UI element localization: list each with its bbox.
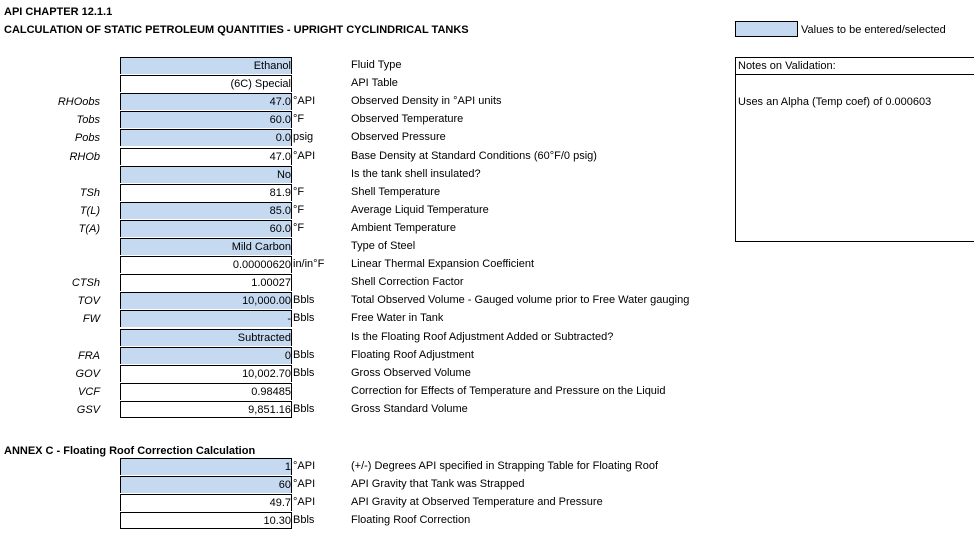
field-description: Total Observed Volume - Gauged volume prior to Free Water gauging [351, 294, 690, 307]
input-legend-swatch [735, 21, 798, 37]
field-description: Correction for Effects of Temperature and Pressure on the Liquid [351, 384, 666, 397]
field-description: Floating Roof Correction [351, 514, 471, 527]
unit-label: °API [293, 460, 316, 472]
field-description: Observed Temperature [351, 113, 464, 126]
input-cell[interactable]: No [120, 166, 292, 183]
field-label: GOV [75, 367, 100, 380]
field-label: FW [82, 313, 100, 326]
value-cell: 10.30 [120, 512, 292, 529]
field-description: Average Liquid Temperature [351, 203, 489, 216]
unit-label: °F [293, 221, 305, 234]
unit-label: °API [293, 95, 316, 108]
field-description: Ambient Temperature [351, 221, 456, 234]
input-cell[interactable]: - [120, 310, 292, 327]
field-label: FRA [78, 349, 100, 362]
value-cell: 0.00000620 [120, 256, 292, 273]
unit-label: °F [293, 185, 305, 198]
sheet-title: CALCULATION OF STATIC PETROLEUM QUANTITIES - UPRIGHT CYCLINDRICAL TANKS [4, 24, 469, 36]
input-cell[interactable]: 60.0 [120, 220, 292, 237]
field-description: API Table [351, 77, 398, 90]
field-description: Floating Roof Adjustment [351, 348, 474, 361]
value-cell: (6C) Special [120, 75, 292, 92]
value-cell: 49.7 [120, 494, 292, 511]
input-cell[interactable]: 0.0 [120, 129, 292, 146]
validation-notes-box [735, 57, 974, 242]
input-cell[interactable]: 60.0 [120, 111, 292, 128]
input-cell[interactable]: 47.0 [120, 93, 292, 110]
field-label: Tobs [76, 114, 100, 127]
value-cell: 1.00027 [120, 274, 292, 291]
field-description: Base Density at Standard Conditions (60°F/0 psig) [351, 149, 597, 162]
field-description: Type of Steel [351, 240, 416, 252]
field-description: Linear Thermal Expansion Coefficient [351, 258, 535, 271]
field-label: RHOb [69, 150, 100, 163]
unit-label: in/in°F [293, 258, 325, 271]
value-cell: 9,851.16 [120, 401, 292, 418]
unit-label: °API [293, 478, 316, 491]
field-label: T(A) [78, 222, 100, 235]
annex-title: ANNEX C - Floating Roof Correction Calculation [4, 445, 256, 457]
unit-label: Bbls [293, 294, 315, 307]
input-cell[interactable]: Subtracted [120, 329, 292, 346]
field-description: API Gravity at Observed Temperature and Pressure [351, 496, 603, 509]
field-description: Observed Density in °API units [351, 95, 502, 108]
field-description: Gross Observed Volume [351, 366, 471, 379]
field-label: T(L) [79, 204, 100, 217]
field-description: Fluid Type [351, 59, 402, 71]
field-label: Pobs [74, 132, 100, 145]
unit-label: Bbls [293, 348, 315, 361]
unit-label: Bbls [293, 402, 315, 415]
field-label: RHOobs [57, 96, 100, 109]
input-cell[interactable]: 60 [120, 476, 292, 493]
notes-body: Uses an Alpha (Temp coef) of 0.000603 [738, 96, 932, 108]
field-label: TSh [79, 186, 100, 199]
value-cell: 47.0 [120, 148, 292, 165]
field-description: Shell Correction Factor [351, 276, 464, 289]
field-label: TOV [77, 295, 100, 308]
value-cell: 10,002.70 [120, 365, 292, 382]
unit-label: °API [293, 149, 316, 162]
chapter-title: API CHAPTER 12.1.1 [4, 6, 113, 18]
value-cell: 0.98485 [120, 383, 292, 400]
notes-title: Notes on Validation: [736, 58, 974, 75]
input-cell[interactable]: 10,000.00 [120, 292, 292, 309]
unit-label: °API [293, 496, 316, 509]
field-label: CTSh [71, 277, 100, 290]
unit-label: psig [293, 131, 314, 144]
input-cell[interactable]: 0 [120, 347, 292, 364]
field-description: Is the Floating Roof Adjustment Added or Subtracted? [351, 330, 614, 343]
field-label: GSV [76, 403, 100, 416]
input-cell[interactable]: 85.0 [120, 202, 292, 219]
unit-label: Bbls [293, 514, 315, 527]
field-description: Observed Pressure [351, 131, 446, 144]
field-description: API Gravity that Tank was Strapped [351, 478, 525, 491]
field-description: Is the tank shell insulated? [351, 167, 481, 180]
field-label: VCF [78, 385, 100, 398]
value-cell: 81.9 [120, 184, 292, 201]
field-description: Free Water in Tank [351, 312, 444, 325]
unit-label: °F [293, 203, 305, 216]
unit-label: °F [293, 113, 305, 126]
field-description: Shell Temperature [351, 185, 441, 198]
field-description: Gross Standard Volume [351, 402, 468, 415]
input-legend-text: Values to be entered/selected [801, 24, 946, 36]
unit-label: Bbls [293, 366, 315, 379]
field-description: (+/-) Degrees API specified in Strapping Table for Floating Roof [351, 460, 659, 472]
unit-label: Bbls [293, 312, 315, 325]
input-cell[interactable]: Ethanol [120, 57, 292, 74]
input-cell[interactable]: 1 [120, 458, 292, 475]
input-cell[interactable]: Mild Carbon [120, 238, 292, 255]
